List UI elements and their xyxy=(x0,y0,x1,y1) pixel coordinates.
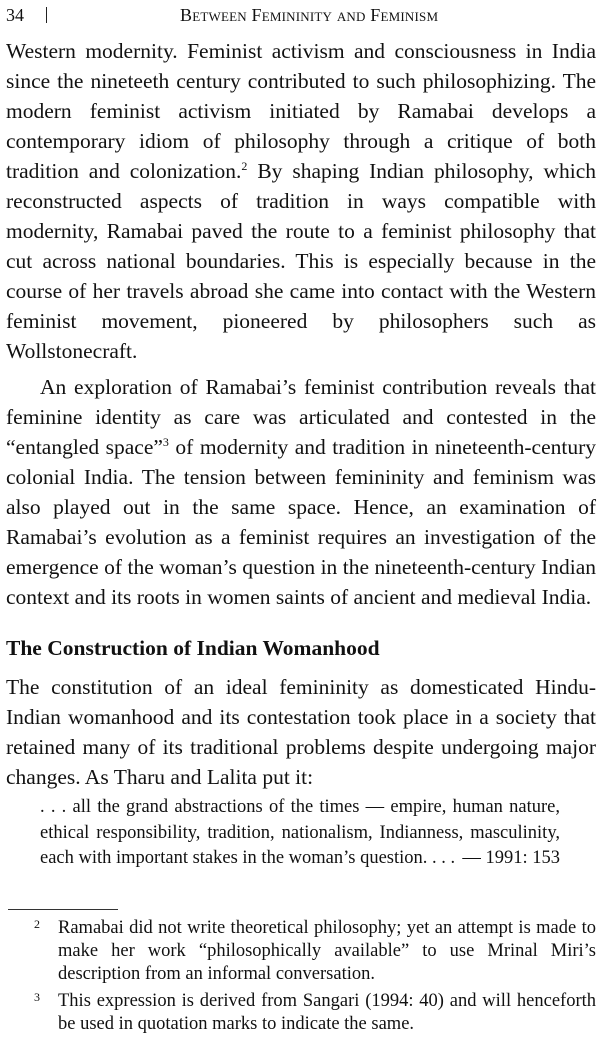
paragraph-1-text-a: Western modernity. Feminist activism and consciousness in India since the nineteeth century contributed to such philosophizing. The modern feminist activism initiated by Ramabai develops a contemporary idiom of philosophy through a critique of both tradition and colonization. xyxy=(6,39,596,183)
footnote-2 xyxy=(34,917,596,986)
header-divider xyxy=(46,7,47,23)
footnote-3-number: 3 xyxy=(34,990,40,1004)
paragraph-2 xyxy=(6,372,596,612)
page-number: 34 xyxy=(6,5,24,25)
footnote-ref-3: 3 xyxy=(162,434,169,449)
footnote-3 xyxy=(34,990,596,1036)
body-text xyxy=(6,36,596,612)
block-quote xyxy=(40,795,560,872)
paragraph-2-text-b: of modernity and tradition in nineteenth-century colonial India. The tension between femininity and feminism was also played out in the same space. Hence, an examination of Ramabai’s evolution as a feminist requires an investigation of the emergence of the woman’s question in the nineteenth-century Indian context and its roots in women saints of ancient and medieval India. xyxy=(6,435,597,609)
running-title: Between Femininity and Feminism xyxy=(180,5,439,25)
footnote-2-text: Ramabai did not write theoretical philosophy; yet an attempt is made to make her work “philosophically available” to use Mrinal Miri’s description from an informal conversation. xyxy=(58,918,596,984)
footnote-rule xyxy=(8,909,118,910)
paragraph-1-text-b: By shaping Indian philosophy, which reconstructed aspects of tradition in ways compatible with modernity, Ramabai paved the route to a feminist philosophy that cut across national boundaries. This is especially because in the course of her travels abroad she came into contact with the Western feminist movement, pioneered by philosophers such as Wollstonecraft. xyxy=(6,159,596,363)
footnote-ref-2: 2 xyxy=(241,158,248,173)
block-quote-citation: — 1991: 153 xyxy=(462,848,560,868)
paragraph-3: The constitution of an ideal femininity as domesticated Hindu-Indian womanhood and its contestation took place in a society that retained many of its traditional problems despite undergoing major changes. As Tharu and Lalita put it: xyxy=(6,675,596,789)
running-header xyxy=(6,3,594,27)
paragraph-2-text-a: An exploration of Ramabai’s feminist contribution reveals that feminine identity as care was articulated and contested in the “entangled space” xyxy=(6,375,596,459)
footnote-3-text: This expression is derived from Sangari (1994: 40) and will henceforth be used in quotation marks to indicate the same. xyxy=(58,991,596,1034)
footnote-2-number: 2 xyxy=(34,917,40,931)
paragraph-1 xyxy=(6,36,596,366)
block-quote-text: . . . all the grand abstractions of the times — empire, human nature, ethical responsibility, tradition, nationalism, Indianness, masculinity, each with important stakes in the woman’s question. . . . xyxy=(40,797,560,868)
section-heading: The Construction of Indian Womanhood xyxy=(6,636,380,660)
